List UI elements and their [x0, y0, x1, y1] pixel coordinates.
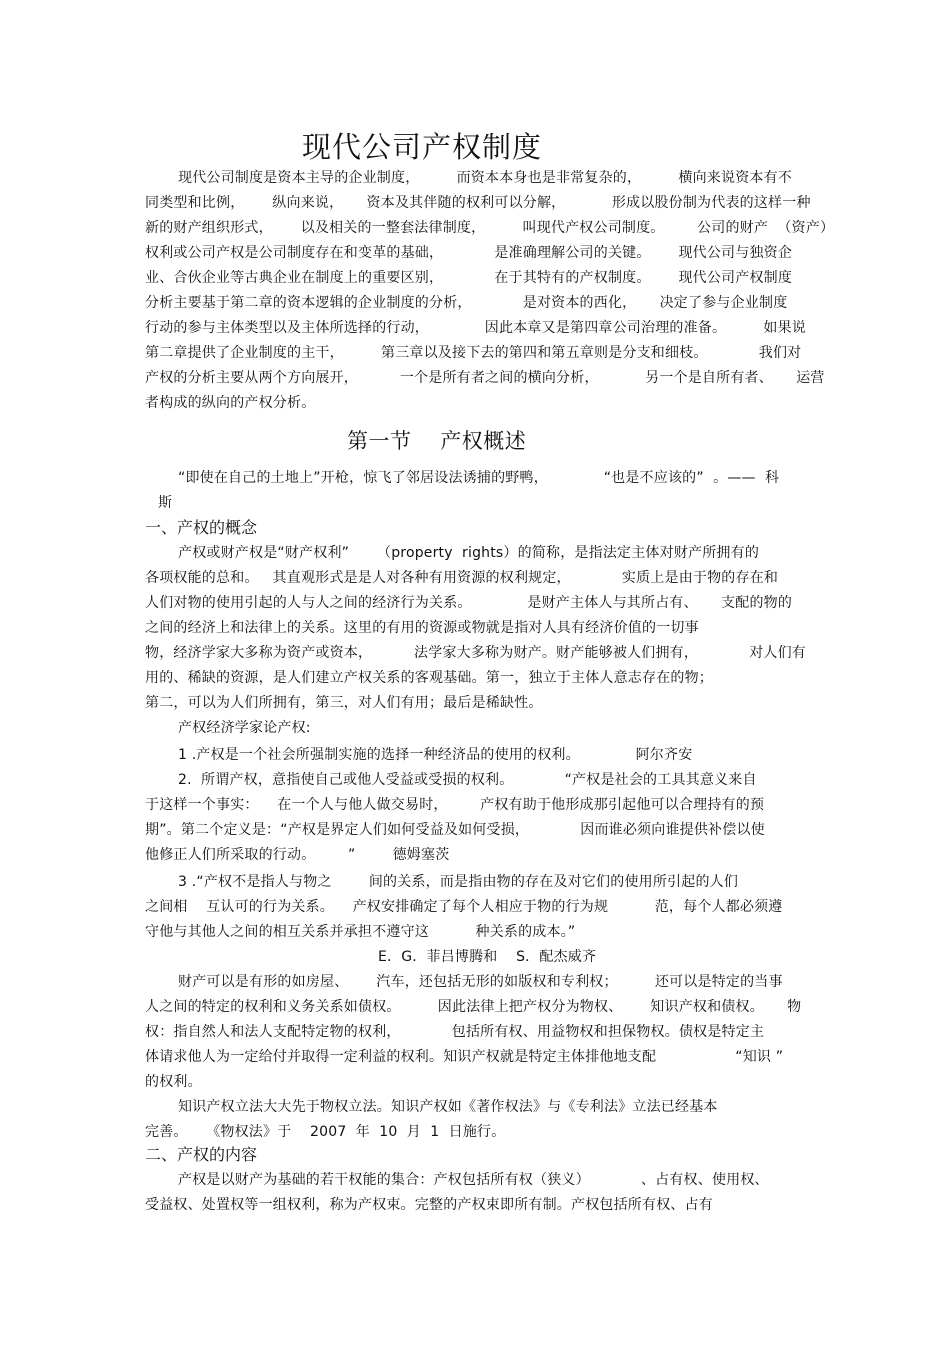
paragraph-line: 受益权、处置权等一组权利，称为产权束。完整的产权束即所有制。产权包括所有权、占有 [145, 1197, 713, 1213]
quote-line: 斯 [158, 495, 173, 511]
paragraph-line: 产权是以财产为基础的若干权能的集合：产权包括所有权（狭义） 、占有权、使用权、 [178, 1172, 769, 1188]
paragraph-line: 产权或财产权是“财产权利” （property rights）的简称，是指法定主体对财产所拥有的 [178, 545, 760, 561]
paragraph-line: 的权利。 [145, 1074, 202, 1090]
intro-line: 同类型和比例， 纵向来说， 资本及其伴随的权利可以分解， 形成以股份制为代表的这样一种 [145, 195, 811, 211]
definition-line: 守他与其他人之间的相互关系并承担不遵守这 种关系的成本。” [145, 924, 576, 940]
intro-line: 分析主要基于第二章的资本逻辑的企业制度的分析， 是对资本的西化， 决定了参与企业制度 [145, 295, 788, 311]
paragraph-line: 之间的经济上和法律上的关系。这里的有用的资源或物就是指对人具有经济价值的一切事 [145, 620, 699, 636]
definition-line: 于这样一个事实： 在一个人与他人做交易时， 产权有助于他形成那引起他可以合理持有的预 [145, 797, 765, 813]
definition-line: 3 .“产权不是指人与物之 间的关系，而是指由物的存在及对它们的使用所引起的人们 [178, 874, 739, 890]
intro-line: 新的财产组织形式， 以及相关的一整套法律制度， 叫现代产权公司制度。 公司的财产 （资产） [145, 220, 835, 236]
definition-line: 他修正人们所采取的行动。 ” 德姆塞茨 [145, 847, 450, 863]
subsection-heading: 二、产权的内容 [145, 1145, 258, 1164]
definition-line: 2. 所谓产权，意指使自己或他人受益或受损的权利。 “产权是社会的工具其意义来自 [178, 772, 757, 788]
paragraph-line: 体请求他人为一定给付并取得一定利益的权利。知识产权就是特定主体排他地支配 “知识 ” [145, 1049, 784, 1065]
intro-line: 第二章提供了企业制度的主干， 第三章以及接下去的第四和第五章则是分支和细枝。 我们对 [145, 345, 802, 361]
intro-line: 现代公司制度是资本主导的企业制度， 而资本本身也是非常复杂的， 横向来说资本有不 [178, 170, 793, 186]
intro-line: 权利或公司产权是公司制度存在和变革的基础， 是准确理解公司的关键。 现代公司与独资企 [145, 245, 793, 261]
intro-line: 产权的分析主要从两个方向展开， 一个是所有者之间的横向分析， 另一个是自所有者、 运营 [145, 370, 825, 386]
document-title: 现代公司产权制度 [302, 130, 543, 164]
paragraph-line: 产权经济学家论产权: [178, 720, 311, 736]
paragraph-line: 第二，可以为人们所拥有，第三，对人们有用；最后是稀缺性。 [145, 695, 543, 711]
paragraph-line: 人之间的特定的权利和义务关系如债权。 因此法律上把产权分为物权、 知识产权和债权。 物 [145, 999, 802, 1015]
section-heading: 第一节 产权概述 [347, 429, 527, 453]
paragraph-line: 知识产权立法大大先于物权立法。知识产权如《著作权法》与《专利法》立法已经基本 [178, 1099, 718, 1115]
paragraph-line: 用的、稀缺的资源，是人们建立产权关系的客观基础。第一，独立于主体人意志存在的物； [145, 670, 713, 686]
paragraph-line: 物，经济学家大多称为资产或资本， 法学家大多称为财产。财产能够被人们拥有， 对人们有 [145, 645, 807, 661]
definition-line: 1 .产权是一个社会所强制实施的选择一种经济品的使用的权利。 阿尔齐安 [178, 747, 693, 763]
intro-line: 行动的参与主体类型以及主体所选择的行动， 因此本章又是第四章公司治理的准备。 如果说 [145, 320, 807, 336]
definition-line: 期”。第二个定义是：“产权是界定人们如何受益及如何受损， 因而谁必须向谁提供补偿以使 [145, 822, 765, 838]
paragraph-line: 财产可以是有形的如房屋、 汽车，还包括无形的如版权和专利权； 还可以是特定的当事 [178, 974, 783, 990]
subsection-heading: 一、产权的概念 [145, 518, 258, 537]
quote-line: “即使在自己的土地上”开枪，惊飞了邻居设法诱捕的野鸭， “也是不应该的” 。—— 科 [178, 470, 780, 486]
paragraph-line: 完善。 《物权法》于 2007 年 10 月 1 日施行。 [145, 1124, 506, 1140]
paragraph-line: 人们对物的使用引起的人与人之间的经济行为关系。 是财产主体人与其所占有、 支配的物的 [145, 595, 793, 611]
intro-line: 业、合伙企业等古典企业在制度上的重要区别， 在于其特有的产权制度。 现代公司产权制度 [145, 270, 793, 286]
paragraph-line: 权：指自然人和法人支配特定物的权利， 包括所有权、用益物权和担保物权。债权是特定主 [145, 1024, 765, 1040]
intro-line: 者构成的纵向的产权分析。 [145, 395, 316, 411]
definition-line: 之间相 互认可的行为关系。 产权安排确定了每个人相应于物的行为规 范，每个人都必须遵 [145, 899, 783, 915]
paragraph-line: 各项权能的总和。 其直观形式是是人对各种有用资源的权利规定， 实质上是由于物的存在和 [145, 570, 779, 586]
definition-author: E．G．菲吕博腾和 S．配杰威齐 [378, 949, 597, 965]
